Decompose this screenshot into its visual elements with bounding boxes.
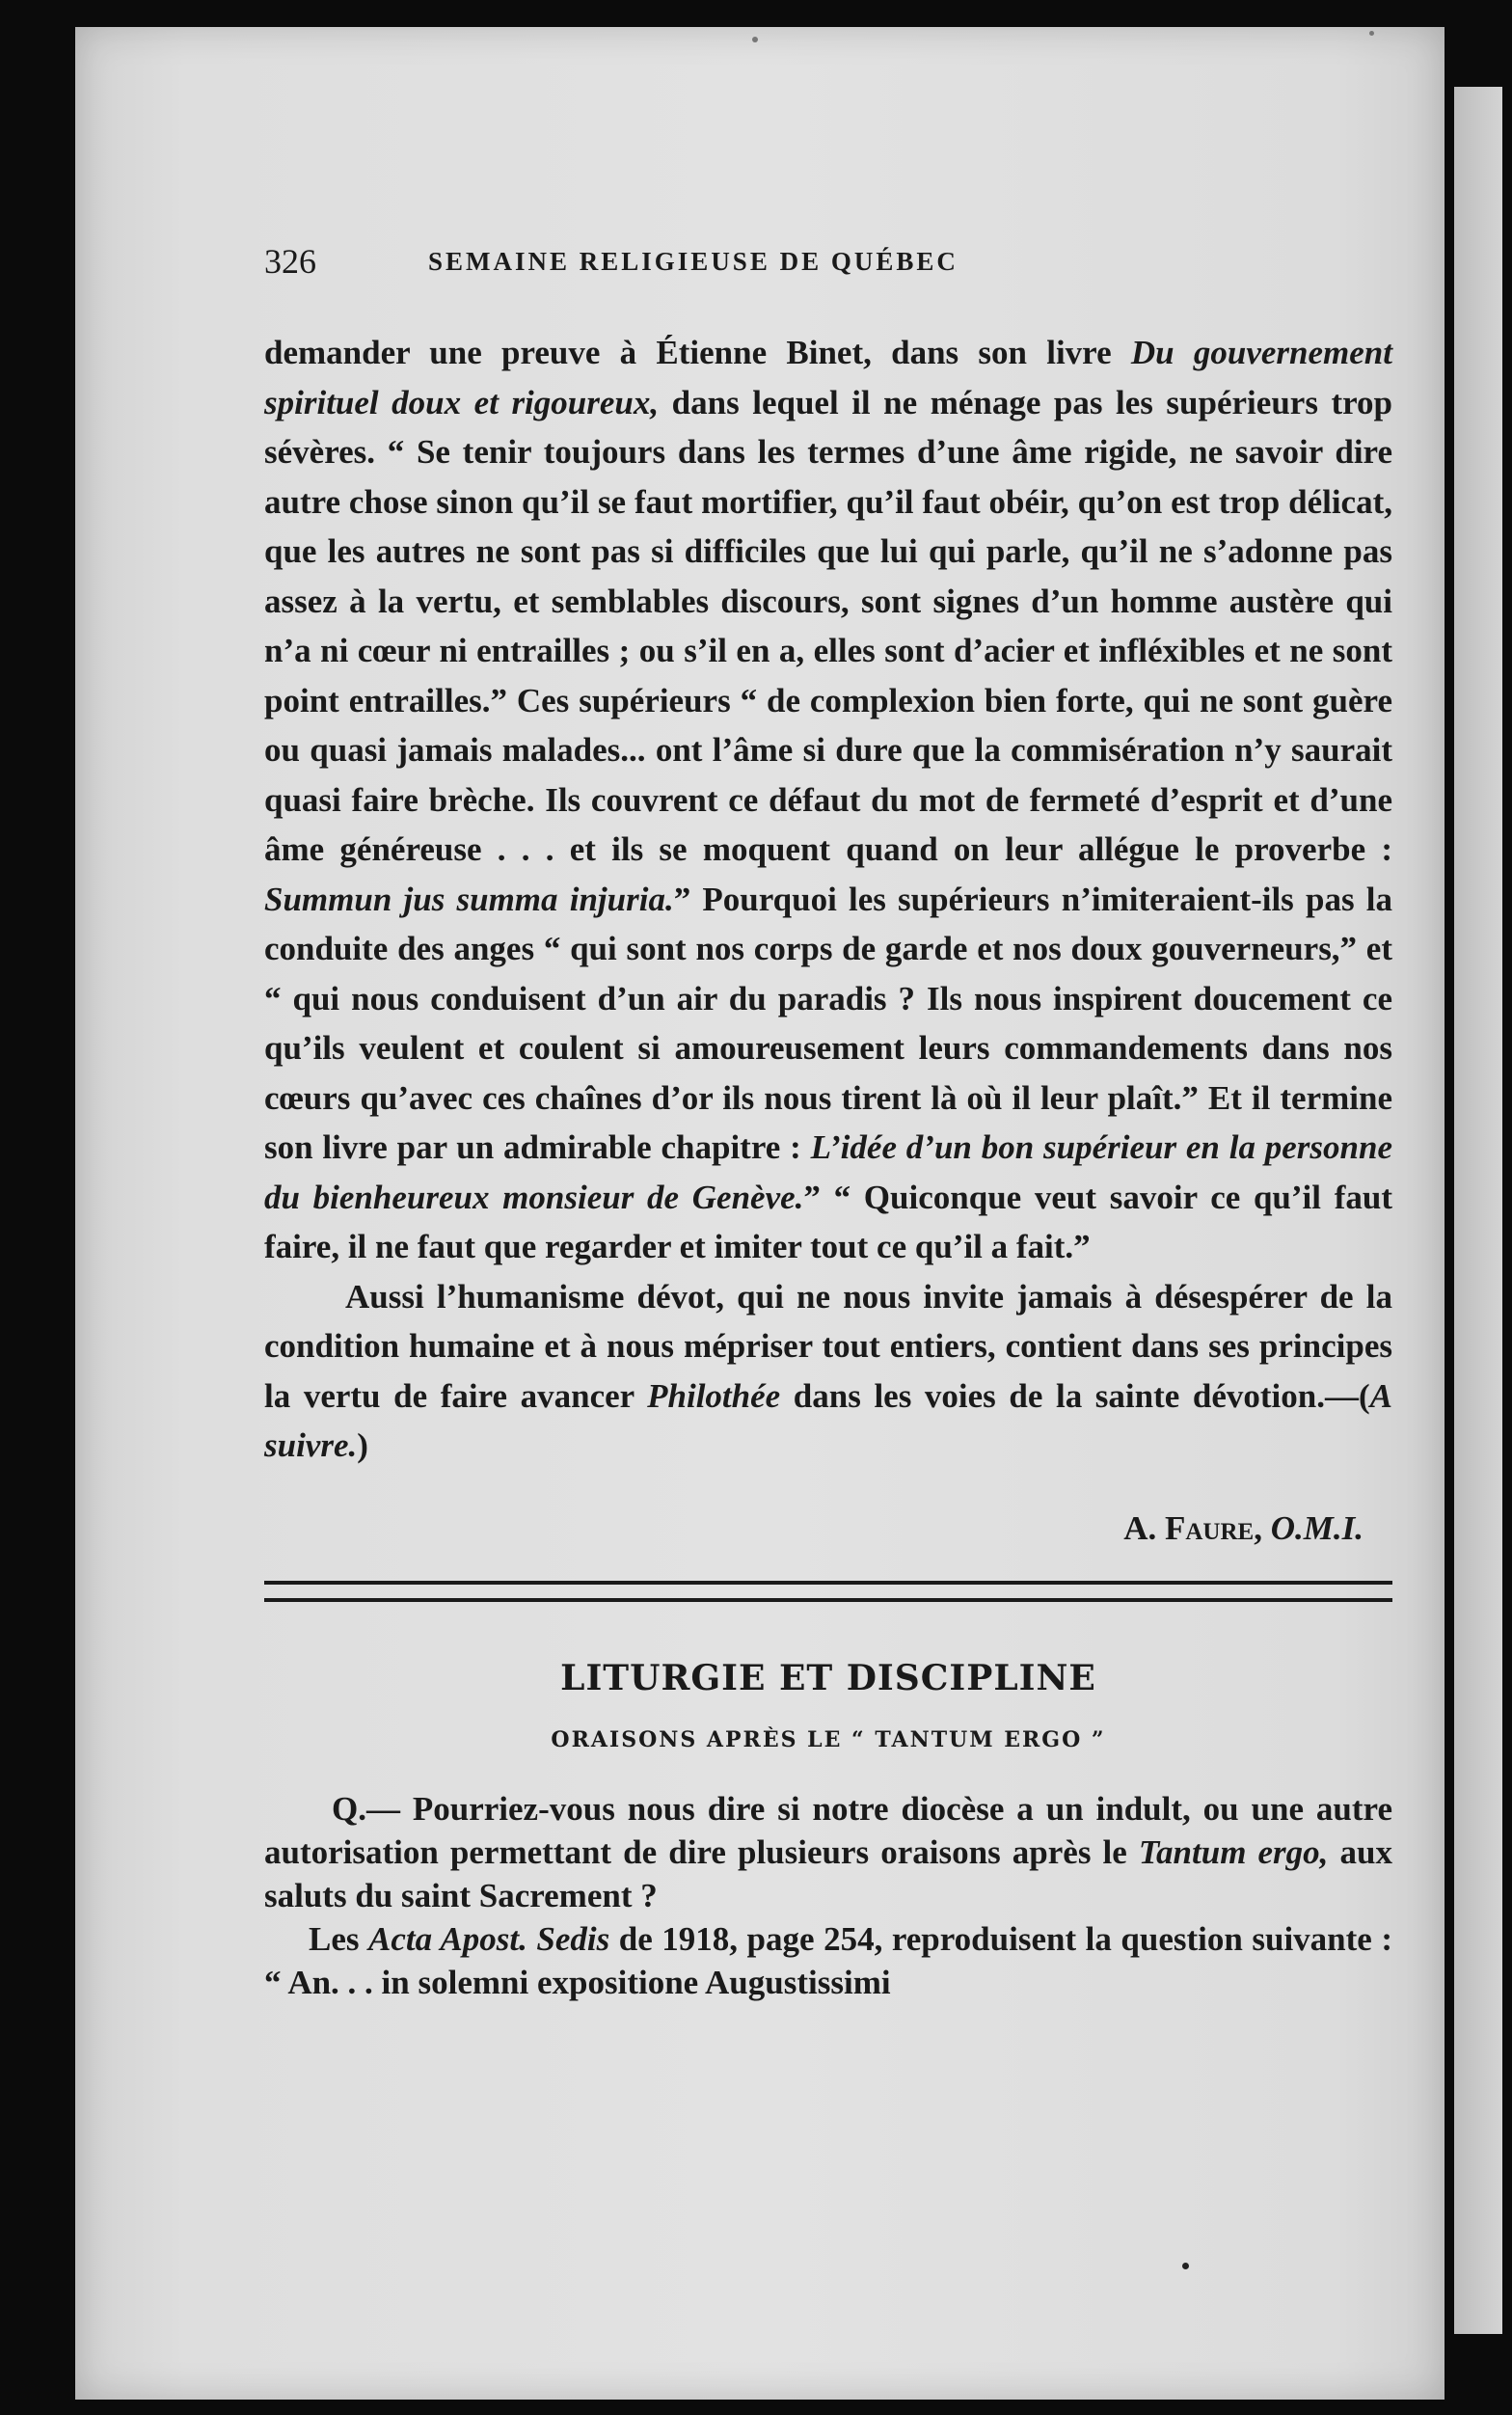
author-signature xyxy=(264,1509,1392,1548)
double-rule-divider xyxy=(264,1581,1392,1602)
text-run: ” Pourquoi les supérieurs n’imiteraient-ils pas la conduite des anges “ qui sont nos corps de garde et nos doux gouverneurs,” et “ qui nous conduisent d’un air du paradis ? Ils nous inspirent doucement ce qu’ils veulent et coulent si amoureusement leurs commandements dans nos cœurs qu’avec ces chaînes d’or ils nous tirent là où il leur plaît.” Et il termine son livre par un admirable chapitre : xyxy=(264,880,1392,1166)
scan-speck xyxy=(1182,2263,1189,2269)
author-order: O.M.I. xyxy=(1270,1508,1364,1547)
latin-proverb: Summun jus summa injuria. xyxy=(264,880,674,918)
section-title: LITURGIE ET DISCIPLINE xyxy=(560,1657,1096,1698)
adjacent-page-edge xyxy=(1454,87,1502,2334)
text-run: ” “ Quiconque veut savoir ce qu’il faut faire, il ne faut que regarder et imiter tout ce qu’il a fait.” xyxy=(264,1178,1392,1265)
book-title: Du gouvernement spirituel doux et rigoureux, xyxy=(264,334,1392,421)
page-number: 326 xyxy=(264,242,316,281)
text-run: Les xyxy=(309,1919,369,1958)
running-header xyxy=(264,241,1392,299)
question-paragraph xyxy=(264,1787,1392,1917)
text-run: aux saluts du saint Sacrement ? xyxy=(264,1832,1392,1914)
section-subtitle: ORAISONS APRÈS LE “ TANTUM ERGO ” xyxy=(551,1726,1106,1752)
article-paragraph xyxy=(264,1272,1392,1471)
text-run: demander une preuve à Étienne Binet, dans son livre xyxy=(264,334,1131,371)
text-run: Aussi l’humanisme dévot, qui ne nous invite jamais à désespérer de la condition humaine et à nous mépriser tout entiers, contient dans ses principes la vertu de faire avancer xyxy=(264,1277,1392,1415)
text-run: Q.— Pourriez-vous nous dire si notre diocèse a un indult, ou une autre autorisation permettant de dire plusieurs oraisons après le xyxy=(264,1789,1392,1871)
answer-paragraph xyxy=(264,1917,1392,2004)
page-content xyxy=(264,241,1392,2004)
running-title: SEMAINE RELIGIEUSE DE QUÉBEC xyxy=(428,247,958,276)
question-answer xyxy=(264,1787,1392,2004)
author-name: A. Faure, xyxy=(1123,1508,1262,1547)
scan-speck xyxy=(752,37,758,42)
text-run: dans les voies de la sainte dévotion.—( xyxy=(780,1376,1370,1415)
article-body xyxy=(264,328,1392,1471)
text-run: de 1918, page 254, reproduisent la question suivante : “ An. . . in solemni expositione Augustissimi xyxy=(264,1919,1393,2001)
to-be-continued: A suivre. xyxy=(264,1376,1392,1464)
scan-speck xyxy=(1369,31,1374,36)
text-run: dans lequel il ne ménage pas les supérieurs trop sévères. “ Se tenir toujours dans les termes d’une âme rigide, ne savoir dire autre chose sinon qu’il se faut mortifier, qu’il faut obéir, qu’on est trop délicat, que les autres ne sont pas si difficiles que lui qui parle, qu’il ne s’adonne pas assez à la vertu, et semblables discours, sont signes d’un homme austère qui n’a ni cœur ni entrailles ; ou s’il en a, elles sont d’acier et infléxibles et ne sont point entrailles.” Ces supérieurs “ de complexion bien forte, qui ne sont guère ou quasi jamais malades... ont l’âme si dure que la commisération n’y saurait quasi faire brèche. Ils couvrent ce défaut du mot de fermeté d’esprit et d’une âme généreuse . . . et ils se moquent quand on leur allégue le proverbe : xyxy=(264,383,1392,868)
text-run: ) xyxy=(357,1426,368,1464)
chapter-title: L’idée d’un bon supérieur en la personne du bienheureux monsieur de Genève. xyxy=(264,1128,1393,1216)
article-paragraph xyxy=(264,328,1392,1272)
hymn-title: Tantum ergo, xyxy=(1138,1832,1329,1871)
book-name: Philothée xyxy=(647,1376,781,1415)
journal-title: Acta Apost. Sedis xyxy=(368,1919,610,1958)
